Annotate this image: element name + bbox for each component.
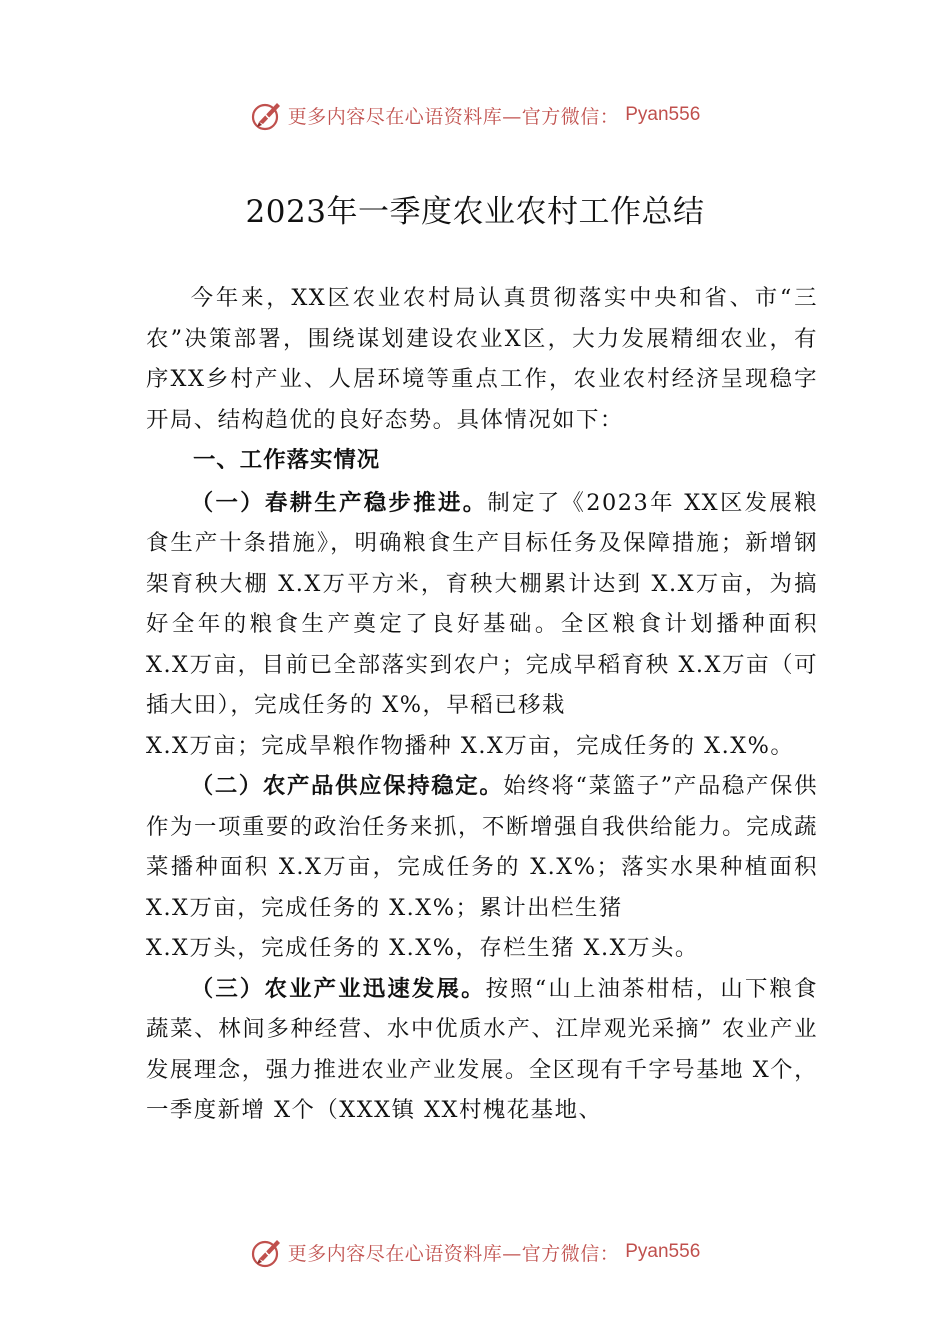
item-2-body: 始终将“菜篮子”产品稳产保供作为一项重要的政治任务来抓，不断增强自我供给能力。完成蔬菜播种面积 X.X万亩，完成任务的 X.X%；落实水果种植面积 X.X万亩，完成任务的 X.X%；累计出栏生猪 [146,773,818,921]
watermark-banner-top [0,95,950,135]
document-body [146,278,818,1131]
item-2-tail: X.X万头，完成任务的 X.X%，存栏生猪 X.X万头。 [146,935,699,961]
item-3-heading: （三）农业产业迅速发展。 [190,975,486,1002]
watermark-wechat-id: Pyan556 [625,104,701,125]
quill-logo-icon [250,1235,284,1269]
watermark-text: 更多内容尽在心语资料库—官方微信： [287,105,620,128]
watermark-wechat-id: Pyan556 [625,1241,701,1262]
item-3-body: 按照“山上油茶柑桔，山下粮食蔬菜、林间多种经营、水中优质水产、江岸观光采摘” 农业产业发展理念，强力推进农业产业发展。全区现有千字号基地 X个，一季度新增 X个（XXX镇 XX村槐花基地、 [146,975,818,1123]
item-1-paragraph [146,483,818,726]
watermark-banner-bottom [0,1232,950,1272]
item-3-paragraph [146,969,818,1131]
watermark-text: 更多内容尽在心语资料库—官方微信： [287,1242,620,1265]
document-title: 2023年一季度农业农村工作总结 [245,194,705,230]
item-1-heading: （一）春耕生产稳步推进。 [190,489,488,516]
quill-logo-icon [250,98,284,132]
section-heading-1: 一、工作落实情况 [193,447,381,473]
intro-paragraph: 今年来，XX区农业农村局认真贯彻落实中央和省、市“三农”决策部署，围绕谋划建设农业X区，大力发展精细农业，有序XX乡村产业、人居环境等重点工作，农业农村经济呈现稳字开局、结构趋优的良好态势。具体情况如下： [146,285,818,433]
item-1-body: 制定了《2023年 XX区发展粮食生产十条措施》，明确粮食生产目标任务及保障措施；新增钢架育秧大棚 X.X万平方米，育秧大棚累计达到 X.X万亩，为搞好全年的粮食生产奠定了良好基础。全区粮食计划播种面积 X.X万亩，目前已全部落实到农户；完成早稻育秧 X.X万亩（可插大田），完成任务的 X%，早稻已移栽 [146,489,818,718]
item-2-heading: （二）农产品供应保持稳定。 [190,773,504,799]
item-2-paragraph [146,766,818,928]
item-1-tail: X.X万亩；完成旱粮作物播种 X.X万亩，完成任务的 X.X%。 [146,732,795,759]
